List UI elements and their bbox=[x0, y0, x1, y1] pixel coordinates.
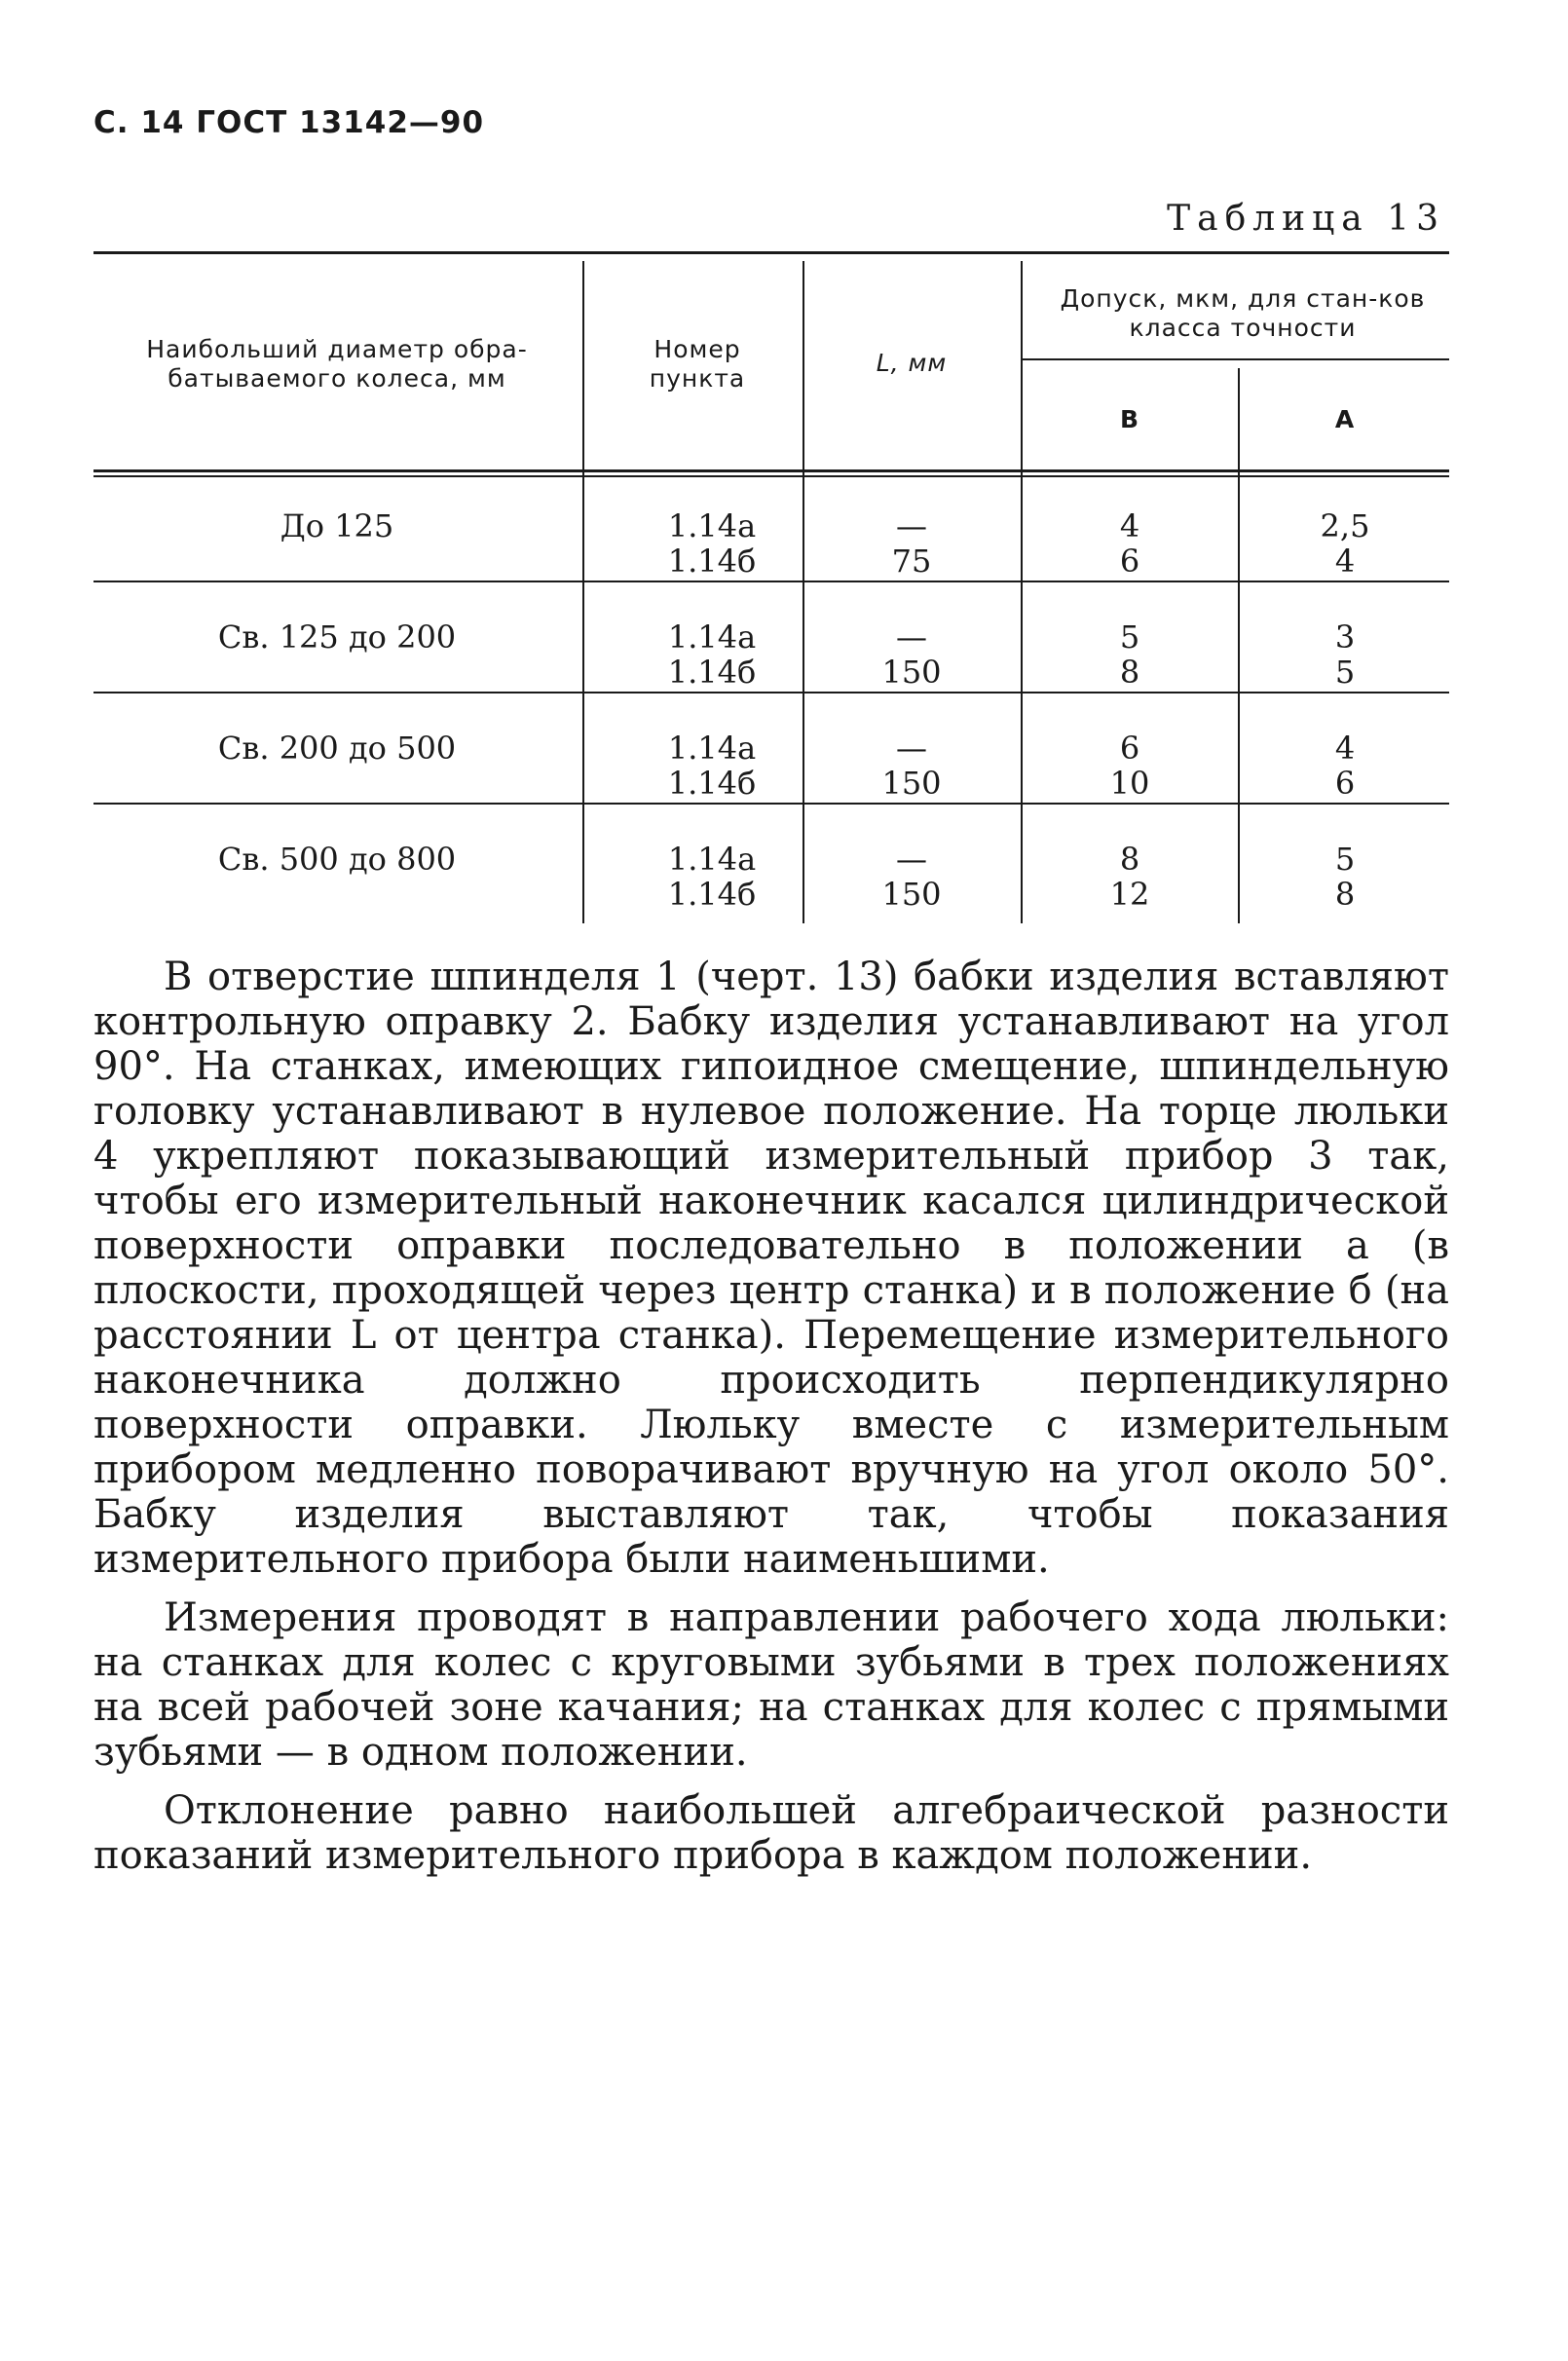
table-caption: Таблица 13 bbox=[1167, 199, 1445, 239]
paragraph-deviation: Отклонение равно наибольшей алгебраической разности показаний измерительного прибора в каждом положении. bbox=[93, 1788, 1449, 1878]
row-1-length-b: 75 bbox=[891, 543, 932, 580]
header-length: L, мм bbox=[876, 349, 948, 377]
row-4-class-a-a: 5 bbox=[1334, 841, 1356, 878]
row-1-item-b: 1.14б bbox=[667, 543, 757, 580]
row-2-item-b: 1.14б bbox=[667, 654, 757, 691]
paragraph-procedure: В отверстие шпинделя 1 (черт. 13) бабки изделия вставляют контрольную оправку 2. Бабку изделия устанавливают на угол 90°. На станках, имеющих гипоидное смещение, шпиндельную головку устанавливают в нулевое положение. На торце люльки 4 укрепляют показывающий измерительный прибор 3 так, чтобы его измерительный наконечник касался цилиндрической поверхности оправки последовательно в положении а (в плоскости, проходящей через центр станка) и в положение б (на расстоянии L от центра станка). Перемещение измерительного наконечника должно происходить перпендикулярно поверхности оправки. Люльку вместе с измерительным прибором медленно поворачивают вручную на угол около 50°. Бабку изделия выставляют так, чтобы показания измерительного прибора были наименьшими. bbox=[93, 955, 1449, 1582]
row-3-class-b-a: 6 bbox=[1119, 730, 1140, 767]
row-3-class-a-b: 6 bbox=[1334, 765, 1356, 802]
row-2-length-a: — bbox=[896, 618, 927, 656]
row-1-item-a: 1.14а bbox=[667, 507, 757, 544]
body-text bbox=[93, 955, 1449, 1892]
tolerance-table bbox=[93, 251, 1449, 923]
row-1-diameter: До 125 bbox=[280, 507, 394, 544]
header-class-a: А bbox=[1334, 405, 1356, 433]
row-4-class-b-a: 8 bbox=[1119, 841, 1140, 878]
row-1-class-b-a: 4 bbox=[1119, 507, 1140, 544]
row-4-length-b: 150 bbox=[881, 876, 942, 913]
row-3-item-a: 1.14а bbox=[667, 730, 757, 767]
row-1-length-a: — bbox=[896, 507, 927, 544]
row-4-class-a-b: 8 bbox=[1334, 876, 1356, 913]
row-3-length-b: 150 bbox=[881, 765, 942, 802]
row-4-diameter: Св. 500 до 800 bbox=[217, 841, 457, 878]
row-2-class-b-b: 8 bbox=[1119, 654, 1140, 691]
row-2-class-a-a: 3 bbox=[1334, 618, 1356, 656]
page-header: С. 14 ГОСТ 13142—90 bbox=[93, 105, 485, 140]
row-2-class-a-b: 5 bbox=[1334, 654, 1356, 691]
row-1-class-a-b: 4 bbox=[1334, 543, 1356, 580]
row-3-length-a: — bbox=[896, 730, 927, 767]
row-4-item-a: 1.14а bbox=[667, 841, 757, 878]
row-2-diameter: Св. 125 до 200 bbox=[217, 618, 457, 656]
row-3-class-b-b: 10 bbox=[1109, 765, 1150, 802]
row-1-class-a-a: 2,5 bbox=[1320, 507, 1370, 544]
row-4-length-a: — bbox=[896, 841, 927, 878]
row-4-item-b: 1.14б bbox=[667, 876, 757, 913]
row-2-class-b-a: 5 bbox=[1119, 618, 1140, 656]
header-class-b: В bbox=[1119, 405, 1140, 433]
row-3-diameter: Св. 200 до 500 bbox=[217, 730, 457, 767]
paragraph-measurement: Измерения проводят в направлении рабочего хода люльки: на станках для колес с круговыми зубьями в трех положениях на всей рабочей зоне качания; на станках для колес с прямыми зубьями — в одном положении. bbox=[93, 1595, 1449, 1775]
row-3-item-b: 1.14б bbox=[667, 765, 757, 802]
row-2-length-b: 150 bbox=[881, 654, 942, 691]
header-diameter: Наибольший диаметр обра-батываемого колеса, мм bbox=[146, 335, 528, 393]
row-1-class-b-b: 6 bbox=[1119, 543, 1140, 580]
row-2-item-a: 1.14а bbox=[667, 618, 757, 656]
row-3-class-a-a: 4 bbox=[1334, 730, 1356, 767]
header-tolerance: Допуск, мкм, для стан-ков класса точности bbox=[1060, 284, 1426, 342]
row-4-class-b-b: 12 bbox=[1109, 876, 1150, 913]
header-item: Номер пункта bbox=[649, 335, 746, 393]
